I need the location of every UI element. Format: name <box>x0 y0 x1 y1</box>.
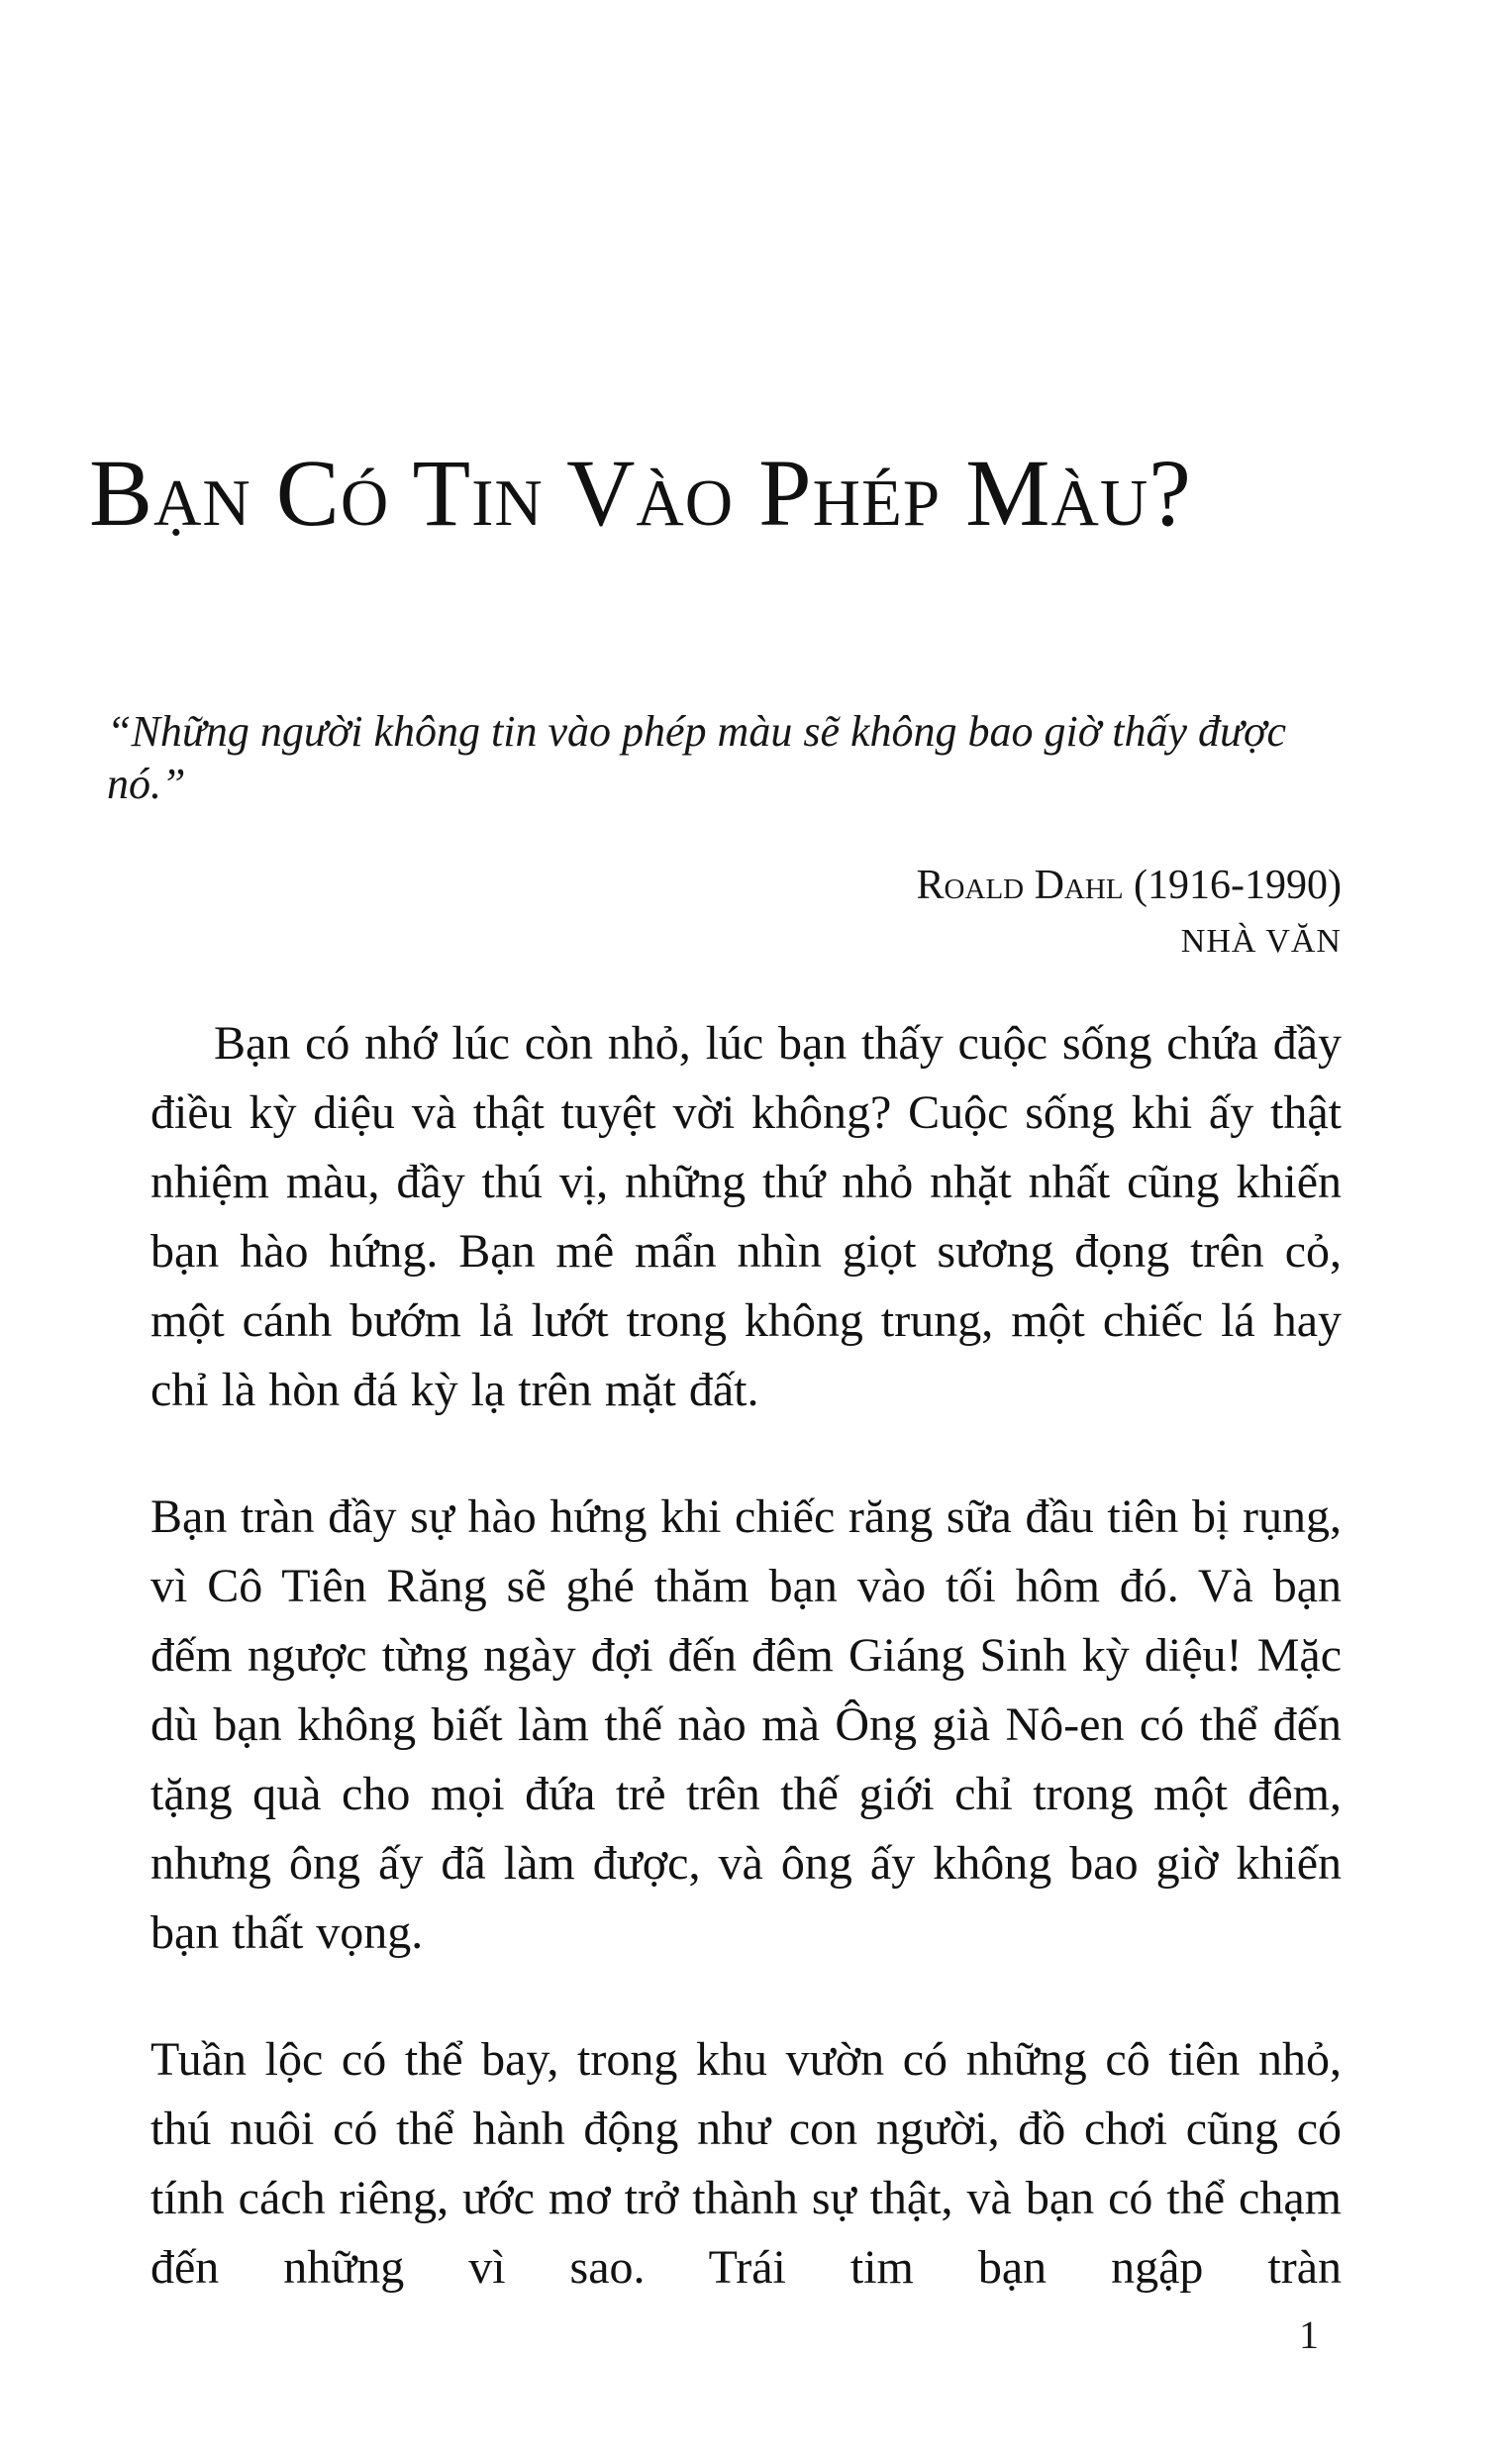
paragraph: Bạn tràn đầy sự hào hứng khi chiếc răng sữa đầu tiên bị rụng, vì Cô Tiên Răng sẽ ghé thăm bạn vào tối hôm đó. Và bạn đếm ngược từng ngày đợi đến đêm Giáng Sinh kỳ diệu! Mặc dù bạn không biết làm thế nào mà Ông già Nô-en có thể đến tặng quà cho mọi đứa trẻ trên thế giới chỉ trong một đêm, nhưng ông ấy đã làm được, và ông ấy không bao giờ khiến bạn thất vọng. <box>150 1489 1342 1959</box>
page-number: 1 <box>1299 2312 1319 2357</box>
paragraph: Tuần lộc có thể bay, trong khu vườn có những cô tiên nhỏ, thú nuôi có thể hành động như con người, đồ chơi cũng có tính cách riêng, ước mơ trở thành sự thật, và bạn có thể chạm đến những vì sao. Trái tim bạn ngập tràn <box>150 2032 1342 2294</box>
paragraph: Bạn có nhớ lúc còn nhỏ, lúc bạn thấy cuộc sống chứa đầy điều kỳ diệu và thật tuyệt vời không? Cuộc sống khi ấy thật nhiệm màu, đầy thú vị, những thứ nhỏ nhặt nhất cũng khiến bạn hào hứng. Bạn mê mẩn nhìn giọt sương đọng trên cỏ, một cánh bướm lả lướt trong không trung, một chiếc lá hay chỉ là hòn đá kỳ lạ trên mặt đất. <box>150 1016 1342 1416</box>
epigraph-author: Roald Dahl (1916-1990) <box>916 862 1342 908</box>
chapter-title: Bạn Có Tin Vào Phép Màu? <box>89 440 1192 546</box>
epigraph-quote: “Những người không tin vào phép màu sẽ không bao giờ thấy được nó.” <box>107 707 1286 808</box>
epigraph-author-role: NHÀ VĂN <box>1180 922 1342 960</box>
body-text <box>150 1009 1342 2303</box>
